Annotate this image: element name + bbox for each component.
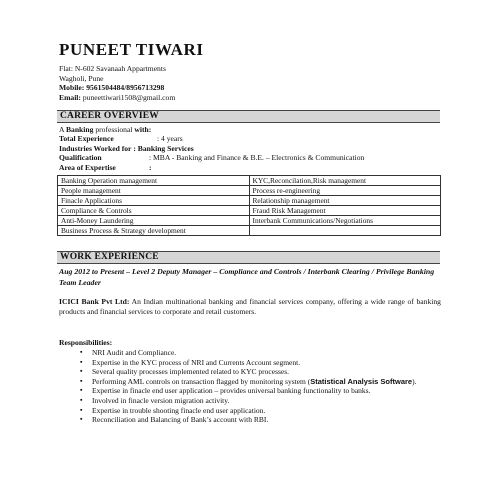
intro-text-a: A	[59, 125, 66, 134]
company-name: ICICI Bank Pvt Ltd:	[59, 297, 130, 306]
qualification-label: Qualification	[59, 153, 102, 163]
table-row	[58, 196, 441, 206]
table-cell: Finacle Applications	[58, 196, 250, 206]
industries-line	[59, 144, 364, 153]
address-line-1: Flat: N-602 Savanaah Appartments	[59, 64, 166, 73]
area-of-expertise-label: Area of Expertise	[59, 162, 116, 172]
list-item-text: Performing AML controls on transaction flagged by monitoring system (	[92, 376, 311, 386]
email-line	[59, 93, 175, 103]
bullet-icon: ▪	[80, 348, 83, 356]
qualification-value: : MBA - Banking and Finance & B.E. – Electronics & Communication	[149, 153, 365, 163]
list-item-text: Several quality processes implemented related to KYC processes.	[92, 367, 290, 377]
list-item	[80, 348, 440, 358]
table-cell: People management	[58, 186, 250, 196]
responsibilities-list	[80, 348, 440, 425]
table-cell: Relationship management	[249, 196, 441, 206]
career-overview-details	[59, 125, 364, 172]
contact-block	[59, 64, 175, 102]
total-experience-line	[59, 134, 364, 143]
responsibilities-heading: Responsibilities:	[59, 338, 113, 347]
table-row	[58, 226, 441, 236]
table-cell: Process re-engineering	[249, 186, 441, 196]
expertise-table	[57, 175, 441, 236]
mobile-line	[59, 83, 175, 93]
list-item-emphasis: Statistical Analysis Software	[310, 376, 413, 386]
bullet-icon: ▪	[80, 386, 83, 395]
area-of-expertise-line	[59, 163, 364, 172]
career-overview-heading: CAREER OVERVIEW	[57, 110, 440, 123]
list-item-text: Involved in finacle version migration activity.	[92, 395, 230, 405]
list-item-text: Expertise in the KYC process of NRI and Currents Account segment.	[92, 357, 301, 367]
list-item-tail: ).	[412, 376, 417, 386]
total-experience-label: Total Experience	[59, 134, 114, 144]
table-row	[58, 216, 441, 226]
table-row	[58, 206, 441, 216]
list-item	[80, 367, 440, 377]
bullet-icon: ▪	[80, 357, 83, 366]
list-item	[80, 358, 440, 368]
table-cell: Fraud Risk Management	[249, 206, 441, 216]
list-item	[80, 377, 440, 387]
email-label: Email:	[59, 92, 81, 102]
list-item	[80, 396, 440, 406]
bullet-icon: ▪	[80, 405, 83, 414]
mobile-label: Mobile:	[59, 83, 85, 93]
bullet-icon: ▪	[80, 415, 83, 424]
qualification-line	[59, 153, 364, 162]
table-cell: Anti-Money Laundering	[58, 216, 250, 226]
intro-line	[59, 125, 364, 134]
bullet-icon: ▪	[80, 395, 83, 404]
list-item-text: NRI Audit and Compliance.	[92, 348, 177, 357]
company-description	[59, 297, 441, 317]
area-of-expertise-value: :	[149, 162, 152, 172]
bullet-icon: ▪	[80, 367, 83, 376]
company-desc-text: An Indian multinational banking and financial services company, offering a wide range of banking products and financial services to corporate and retail customers.	[59, 297, 441, 316]
job-title: Aug 2012 to Present – Level 2 Deputy Manager – Compliance and Controls / Interbank Clearing / Privilege Banking Team Leader	[59, 267, 435, 287]
bullet-icon: ▪	[80, 376, 83, 385]
table-cell: Banking Operation management	[58, 176, 250, 186]
table-cell: Compliance & Controls	[58, 206, 250, 216]
candidate-name: PUNEET TIWARI	[59, 40, 204, 59]
industries-label: Industries Worked for	[59, 143, 132, 153]
table-cell: KYC,Reconcilation,Risk management	[249, 176, 441, 186]
intro-text-c: professional	[93, 125, 135, 134]
email-value: puneettiwari1508@gmail.com	[82, 92, 176, 102]
list-item-text: Reconciliation and Balancing of Bank’s account with RBI.	[92, 415, 269, 425]
industries-value: : Banking Services	[133, 143, 194, 153]
address-line-2: Wagholi, Pune	[59, 73, 104, 83]
table-cell	[249, 226, 441, 236]
total-experience-value: : 4 years	[157, 134, 183, 144]
mobile-value: 9561504484/8956713298	[86, 83, 165, 93]
list-item-text: Expertise in finacle end user application – provides universal banking functionality to banks.	[92, 386, 371, 396]
work-experience-heading: WORK EXPERIENCE	[57, 251, 440, 264]
table-cell: Interbank Communications/Negotiations	[249, 216, 441, 226]
intro-text-d: with:	[134, 125, 152, 134]
list-item	[80, 406, 440, 416]
list-item-text: Expertise in trouble shooting finacle end user application.	[92, 405, 266, 415]
list-item	[80, 415, 440, 425]
list-item	[80, 386, 440, 396]
table-cell: Business Process & Strategy development	[58, 226, 250, 236]
table-row	[58, 176, 441, 186]
table-row	[58, 186, 441, 196]
intro-text-b: Banking	[65, 125, 94, 134]
